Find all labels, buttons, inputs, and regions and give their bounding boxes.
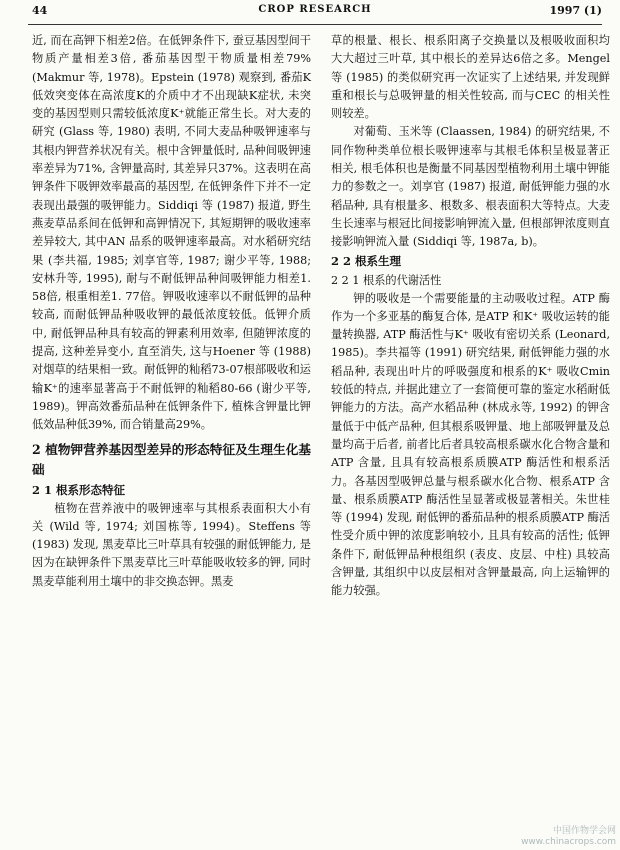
issue-label: 1997 (1) <box>549 4 602 17</box>
section-2-2-1-heading: 2 2 1 根系的代谢活性 <box>331 273 442 287</box>
left-paragraph-2: 植物在营养液中的吸钾速率与其根系表面积大小有关 (Wild 等, 1974; 刘国栋等, 1994)。Steffens 等 (1983) 发现, 黑麦草比三叶草具有较强的耐低钾能力, 是因为在缺钾条件下黑麦草比三叶草能吸收较多的钾, 同时黑麦草能利用土壤中的非交换态钾。黑麦 <box>32 501 311 588</box>
section-2-2-heading: 2 2 根系生理 <box>331 253 402 268</box>
watermark-line-2: www.chinacrops.com <box>521 837 616 847</box>
right-column <box>331 32 610 601</box>
site-watermark <box>496 826 616 848</box>
journal-title: CROP RESEARCH <box>258 4 372 15</box>
right-paragraph-3: 钾的吸收是一个需要能量的主动吸收过程。ATP 酶作为一个多亚基的酶复合体, 是ATP 和K⁺ 吸收运转的能量转换器, ATP 酶活性与K⁺ 吸收有密切关系 (Leonard, 1985)。李共福等 (1991) 研究结果, 耐低钾能力强的水稻品种, 表现出叶片的呼吸强度和根系的K⁺ 吸收Cmin 较低的特点, 并据此建立了一套简便可靠的鉴定水稻耐低钾能力的方法。高产水稻品种 (林成永等, 1992) 的钾含量低于中低产品种, 但其根系吸钾量、地上部吸钾量及总量均高于后者, 前者比后者具较高根系碳水化合物含量和ATP 含量, 且具有较高根系质膜ATP 酶活性和根系活力。各基因型吸钾总量与根系碳水化合物、根系ATP 含量、根系质膜ATP 酶活性呈显著或极显著相关。朱世桂等 (1994) 发现, 耐低钾的番茄品种的根系质膜ATP 酶活性受介质中钾的浓度影响较小, 且具有较高的活性; 低钾条件下, 耐低钾品种根组织 (表皮、皮层、中柱) 具较高含钾量, 其组织中以皮层相对含钾量最高, 向上运输钾的能力较强。 <box>331 291 610 598</box>
section-2-heading: 2 植物钾营养基因型差异的形态特征及生理生化基础 <box>32 441 311 477</box>
right-paragraph-1: 草的根量、根长、根系阳离子交换量以及根吸收面积均大大超过三叶草, 其中根长的差异达6倍之多。Mengel等 (1985) 的类似研究再一次证实了上述结果, 并发现鲜重和根长与总吸钾量的相关性较高, 而与CEC 的相关性则较差。 <box>331 34 610 121</box>
left-column <box>32 32 311 591</box>
right-paragraph-2: 对葡萄、玉米等 (Claassen, 1984) 的研究结果, 不同作物种类单位根长吸钾速率与其根毛体积呈极显著正相关, 根毛体积也是衡量不同基因型植物利用土壤中钾能力的参数之一。刘享官 (1987) 报道, 耐低钾能力强的水稻品种, 具有根量多、根数多、根表面积大等特点。大麦生长速率与根冠比间接影响钾流入量, 但根部钾浓度则直接影响钾流入量 (Siddiqi 等, 1987a, b)。 <box>331 125 610 249</box>
page-number: 44 <box>32 4 48 17</box>
header-rule <box>28 24 602 25</box>
left-paragraph-1: 近, 而在高钾下相差2倍。在低钾条件下, 蚕豆基因型间干物质产量相差3倍, 番茄基因型干物质量相差79% (Makmur 等, 1978)。Epstein (1978) 观察到, 番茄K低效突变体在高浓度K的介质中才不出现缺K症状, 未突变的基因型则只需较低浓度K⁺就能正常生长。对大麦的研究 (Glass 等, 1980) 表明, 不同大麦品种吸钾速率与其根内钾营养状况有关。根中含钾量低时, 品种间吸钾速率差异为71%, 含钾量高时, 其差异只37%。这表明在高钾条件下吸钾效率最高的基因型, 在低钾条件下并不一定表现出最强的吸钾能力。Siddiqi 等 (1987) 报道, 野生燕麦草品系间在低钾和高钾情况下, 其短期钾的吸收速率差异较大, 其中AN 品系的吸钾速率最高。对水稻研究结果 (李共福, 1985; 刘享官等, 1987; 谢少平等, 1988; 安林升等, 1995), 耐与不耐低钾品种间吸钾能力相差1. 58倍, 根重相差1. 77倍。钾吸收速率以不耐低钾的品种较高, 而耐低钾品种吸收钾的最低浓度较低。低钾介质中, 耐低钾品种具有较高的钾素利用效率, 但随钾浓度的提高, 这种差异变小, 直至消失, 这与Hoener 等 (1988) 对烟草的结果相一致。耐低钾的籼稻73-07根部吸收和运输K⁺的速率显著高于不耐低钾的籼稻80-66 (谢少平等, 1989)。钾高效番茄品种在低钾条件下, 植株含钾量比钾低效品种低39%, 而合销量高29%。 <box>32 34 311 432</box>
section-2-1-heading: 2 1 根系形态特征 <box>32 482 126 497</box>
running-header <box>28 4 602 22</box>
watermark-line-1: 中国作物学会网 <box>552 826 616 836</box>
